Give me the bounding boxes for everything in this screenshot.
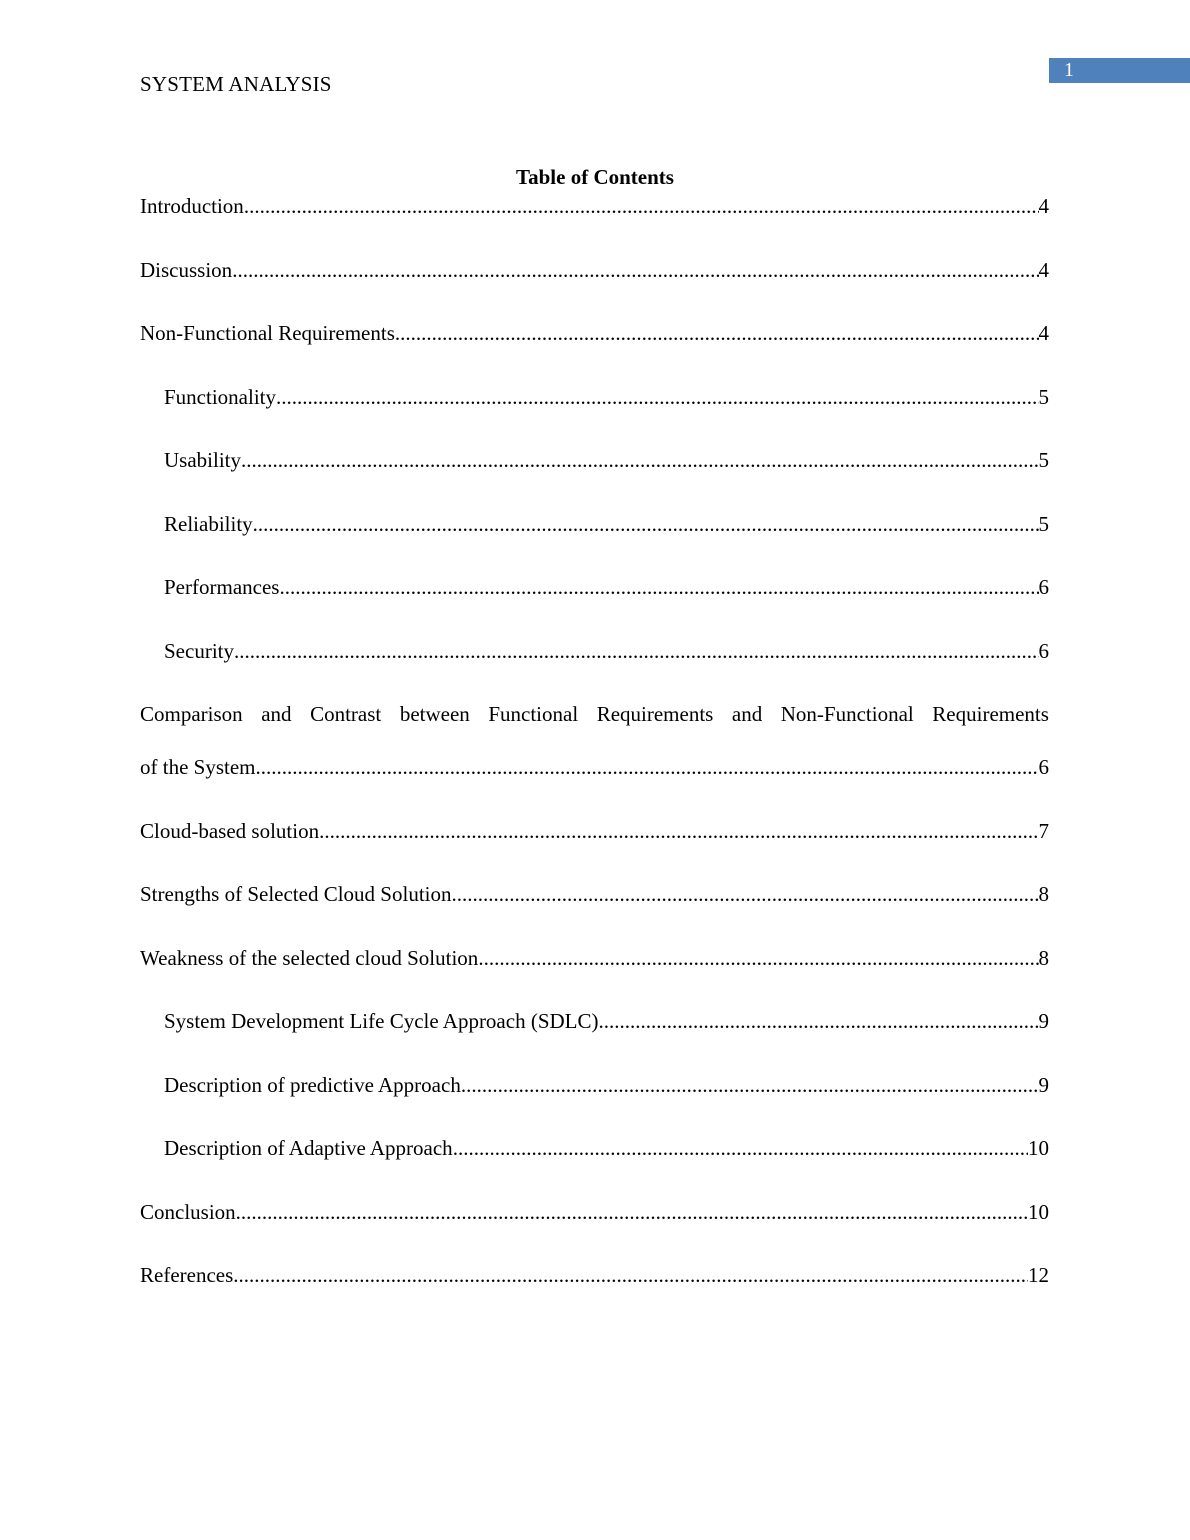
- dot-leader: [599, 1007, 1039, 1035]
- dot-leader: [478, 944, 1038, 972]
- toc-entry-page: 10: [1028, 1136, 1049, 1160]
- dot-leader: [232, 256, 1038, 284]
- dot-leader: [453, 1134, 1028, 1162]
- toc-entry-label-line2: of the System: [140, 755, 256, 779]
- toc-entry-comparison-and-contrast[interactable]: [140, 700, 1049, 781]
- toc-entry-page: 9: [1038, 1009, 1049, 1033]
- toc-entry-label: Cloud-based solution: [140, 818, 320, 843]
- toc-entry-page: 5: [1038, 448, 1049, 472]
- toc-entry-page: 6: [1038, 638, 1049, 663]
- toc-entry-conclusion[interactable]: [140, 1198, 1049, 1226]
- dot-leader: [395, 319, 1039, 347]
- toc-entry-label: Conclusion: [140, 1199, 236, 1224]
- toc-word: Functional: [488, 702, 579, 726]
- toc-entry-label: Non-Functional Requirements: [140, 321, 395, 345]
- toc-entry-page: 5: [1038, 511, 1049, 536]
- dot-leader: [233, 1261, 1028, 1289]
- dot-leader: [256, 753, 1039, 781]
- toc-entry-performances[interactable]: [140, 573, 1049, 601]
- toc-entry-references[interactable]: [140, 1261, 1049, 1289]
- toc-entry-label: Reliability: [164, 511, 253, 536]
- toc-entry-page: 7: [1038, 818, 1049, 843]
- toc-word: Contrast: [310, 702, 382, 726]
- toc-entry-adaptive-approach[interactable]: [140, 1134, 1049, 1162]
- toc-entry-label: Security: [164, 638, 234, 663]
- toc-entry-label: References: [140, 1263, 234, 1287]
- toc-entry-page: 8: [1038, 945, 1049, 970]
- dot-leader: [451, 880, 1038, 908]
- toc-entry-page: 10: [1028, 1199, 1049, 1224]
- dot-leader: [319, 817, 1038, 845]
- table-of-contents: [140, 192, 1049, 1325]
- toc-entry-label: Performances: [164, 575, 280, 599]
- toc-entry-label: Strengths of Selected Cloud Solution: [140, 882, 452, 906]
- toc-entry-label: Weakness of the selected cloud Solution: [140, 945, 479, 970]
- toc-entry-usability[interactable]: [140, 446, 1049, 474]
- toc-entry-cloud-based-solution[interactable]: [140, 817, 1049, 845]
- toc-entry-weakness[interactable]: [140, 944, 1049, 972]
- toc-entry-sdlc[interactable]: [140, 1007, 1049, 1035]
- toc-entry-label-line1: [140, 700, 1049, 728]
- dot-leader: [461, 1071, 1039, 1099]
- toc-word: between: [399, 702, 470, 726]
- toc-entry-label: Functionality: [164, 384, 276, 409]
- dot-leader: [253, 510, 1039, 538]
- dot-leader: [241, 446, 1039, 474]
- toc-entry-label: Description of predictive Approach: [164, 1072, 461, 1097]
- toc-word: Requirements: [596, 702, 714, 726]
- dot-leader: [276, 383, 1039, 411]
- toc-entry-page: 6: [1038, 575, 1049, 599]
- toc-word: Comparison: [140, 702, 243, 726]
- toc-entry-page: 9: [1038, 1072, 1049, 1097]
- dot-leader: [279, 573, 1038, 601]
- toc-entry-page: 12: [1028, 1263, 1049, 1287]
- toc-entry-page: 4: [1038, 257, 1049, 282]
- toc-entry-non-functional-requirements[interactable]: [140, 319, 1049, 347]
- toc-entry-label: Discussion: [140, 257, 233, 282]
- toc-word: and: [261, 702, 292, 726]
- running-head: SYSTEM ANALYSIS: [140, 72, 332, 96]
- toc-entry-discussion[interactable]: [140, 256, 1049, 284]
- toc-entry-reliability[interactable]: [140, 510, 1049, 538]
- dot-leader: [244, 192, 1039, 220]
- toc-entry-strengths[interactable]: [140, 880, 1049, 908]
- toc-entry-page: 5: [1038, 384, 1049, 409]
- toc-title: Table of Contents: [516, 165, 674, 189]
- dot-leader: [236, 1198, 1028, 1226]
- toc-entry-functionality[interactable]: [140, 383, 1049, 411]
- toc-entry-page: 6: [1038, 755, 1049, 779]
- dot-leader: [234, 637, 1039, 665]
- toc-entry-page: 4: [1038, 194, 1049, 218]
- toc-entry-page: 4: [1038, 321, 1049, 345]
- toc-entry-predictive-approach[interactable]: [140, 1071, 1049, 1099]
- toc-entry-label: Description of Adaptive Approach: [164, 1136, 453, 1160]
- toc-entry-introduction[interactable]: [140, 192, 1049, 220]
- page-number-badge: 1: [1049, 58, 1190, 83]
- toc-word: and: [731, 702, 763, 726]
- toc-word: Requirements: [932, 702, 1049, 726]
- toc-entry-label: Introduction: [140, 194, 244, 218]
- toc-entry-label: Usability: [164, 448, 241, 472]
- toc-entry-label: System Development Life Cycle Approach (SDLC): [164, 1009, 599, 1033]
- toc-entry-security[interactable]: [140, 637, 1049, 665]
- toc-word: Non-Functional: [780, 702, 914, 726]
- toc-entry-page: 8: [1038, 882, 1049, 906]
